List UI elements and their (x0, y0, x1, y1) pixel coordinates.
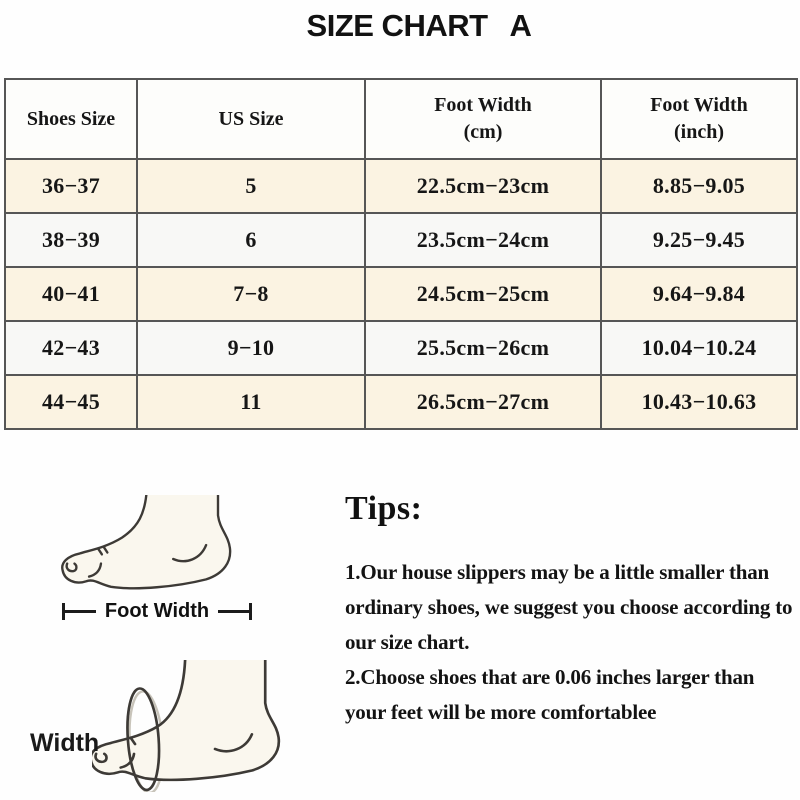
table-cell: 5 (137, 159, 365, 213)
tip-item: 2.Choose shoes that are 0.06 inches larger than your feet will be more comfortablee (345, 665, 755, 724)
table-row (5, 267, 797, 321)
tip-item: 1.Our house slippers may be a little smaller than ordinary shoes, we suggest you choose according to our size chart. (345, 560, 793, 654)
measure-tick-right (249, 603, 252, 620)
table-cell: 7−8 (137, 267, 365, 321)
foot-side-view-illustration (58, 495, 250, 597)
tips-heading: Tips: (345, 490, 423, 527)
table-cell: 11 (137, 375, 365, 429)
table-cell: 8.85−9.05 (601, 159, 797, 213)
width-label: Width (30, 729, 100, 757)
table-cell: 6 (137, 213, 365, 267)
table-row (5, 321, 797, 375)
page-title-variant: A (509, 8, 532, 43)
column-header-us-size: US Size (137, 79, 365, 159)
table-cell: 44−45 (5, 375, 137, 429)
page-title-main: SIZE CHART (306, 8, 488, 43)
foot-width-measure-line (62, 600, 252, 622)
table-cell: 24.5cm−25cm (365, 267, 601, 321)
table-row (5, 375, 797, 429)
tips-body (345, 555, 797, 730)
table-cell: 26.5cm−27cm (365, 375, 601, 429)
column-header-foot-width-inch: Foot Width (inch) (601, 79, 797, 159)
table-row (5, 213, 797, 267)
table-cell: 42−43 (5, 321, 137, 375)
page-title (0, 8, 800, 44)
tips-section (345, 490, 797, 730)
table-cell: 9−10 (137, 321, 365, 375)
size-chart-table (4, 78, 798, 430)
measure-segment (65, 610, 96, 613)
table-cell: 22.5cm−23cm (365, 159, 601, 213)
measure-segment (218, 610, 249, 613)
table-row (5, 159, 797, 213)
column-header-foot-width-cm: Foot Width (cm) (365, 79, 601, 159)
table-cell: 25.5cm−26cm (365, 321, 601, 375)
foot-width-circumference-illustration (92, 660, 297, 792)
table-cell: 9.64−9.84 (601, 267, 797, 321)
table-cell: 36−37 (5, 159, 137, 213)
column-header-shoes-size: Shoes Size (5, 79, 137, 159)
table-cell: 10.04−10.24 (601, 321, 797, 375)
foot-width-label: Foot Width (104, 599, 210, 622)
table-cell: 10.43−10.63 (601, 375, 797, 429)
table-header-row (5, 79, 797, 159)
table-cell: 38−39 (5, 213, 137, 267)
table-cell: 23.5cm−24cm (365, 213, 601, 267)
table-cell: 9.25−9.45 (601, 213, 797, 267)
table-cell: 40−41 (5, 267, 137, 321)
